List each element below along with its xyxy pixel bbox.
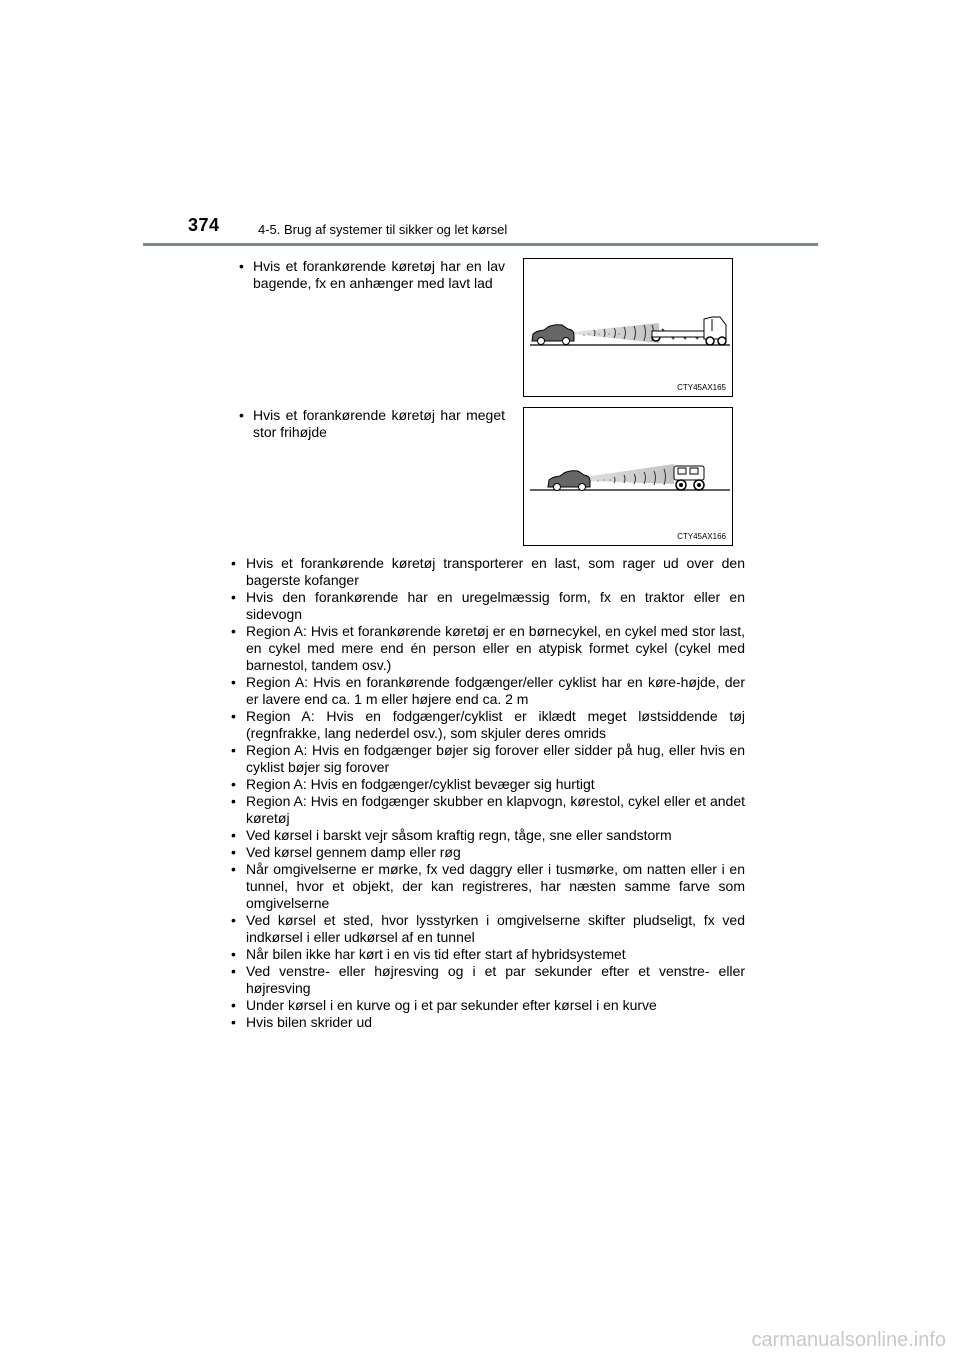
list-item: • Under kørsel i en kurve og i et par sekunder efter kørsel i en kurve xyxy=(231,997,657,1013)
list-item: • Region A: Hvis en fodgænger/cyklist bevæger sig hurtigt xyxy=(231,776,595,792)
figure-item-text: • Hvis et forankørende køretøj har meget stor frihøjde xyxy=(239,407,505,440)
section-title: 4-5. Brug af systemer til sikker og let kørsel xyxy=(258,222,508,237)
bullet-dot: • xyxy=(239,258,244,274)
list-item: • Ved kørsel gennem damp eller røg xyxy=(231,844,461,860)
list-item: • Ved venstre- eller højresving og i et par sekunder efter et venstre- eller højresving xyxy=(231,963,745,996)
figure-code: CTY45AX166 xyxy=(677,532,726,541)
list-item: • Region A: Hvis en forankørende fodgænger/eller cyklist har en køre-højde, der er lavere end ca. 1 m eller højere end ca. 2 m xyxy=(231,674,745,707)
list-item: • Region A: Hvis en fodgænger bøjer sig forover eller sidder på hug, eller hvis en cyklist bøjer sig forover xyxy=(231,742,745,775)
watermark[interactable]: carmanualsonline.info xyxy=(751,1329,946,1351)
figure-code: CTY45AX165 xyxy=(677,383,726,392)
list-item: • Når omgivelserne er mørke, fx ved daggry eller i tusmørke, om natten eller i en tunnel, hvor et objekt, der kan registreres, har næsten samme farve som omgivelserne xyxy=(231,861,745,911)
car-detecting-high-clearance-vehicle-icon xyxy=(524,408,732,545)
list-item: • Hvis et forankørende køretøj transporterer en last, som rager ud over den bagerste kofanger xyxy=(231,555,745,588)
list-item: • Hvis bilen skrider ud xyxy=(231,1014,373,1030)
bullet-dot: • xyxy=(239,407,244,423)
list-item: • Ved kørsel i barskt vejr såsom kraftig regn, tåge, sne eller sandstorm xyxy=(231,827,672,843)
figure-high-clearance xyxy=(523,407,733,546)
list-item: • Region A: Hvis en fodgænger skubber en klapvogn, kørestol, cykel eller et andet køretøj xyxy=(231,793,745,826)
list-item: • Region A: Hvis en fodgænger/cyklist er iklædt meget løstsiddende tøj (regnfrakke, lang nederdel osv.), som skjuler deres omrids xyxy=(231,708,745,741)
header-rule xyxy=(143,243,818,246)
car-detecting-truck-trailer-icon xyxy=(524,259,732,396)
list-item: • Region A: Hvis et forankørende køretøj er en børnecykel, en cykel med stor last, en cykel med mere end én person eller en atypisk formet cykel (cykel med barnestol, tandem osv.) xyxy=(231,623,745,673)
list-item: • Ved kørsel et sted, hvor lysstyrken i omgivelserne skifter pludseligt, fx ved indkørsel i eller udkørsel af en tunnel xyxy=(231,912,745,945)
figure-item-text: • Hvis et forankørende køretøj har en lav bagende, fx en anhænger med lavt lad xyxy=(239,258,505,291)
bullet-list xyxy=(231,555,745,1031)
page-number: 374 xyxy=(188,215,220,235)
list-item: • Når bilen ikke har kørt i en vis tid efter start af hybridsystemet xyxy=(231,946,626,962)
figure-trailer xyxy=(523,258,733,397)
list-item: • Hvis den forankørende har en uregelmæssig form, fx en traktor eller en sidevogn xyxy=(231,589,745,622)
